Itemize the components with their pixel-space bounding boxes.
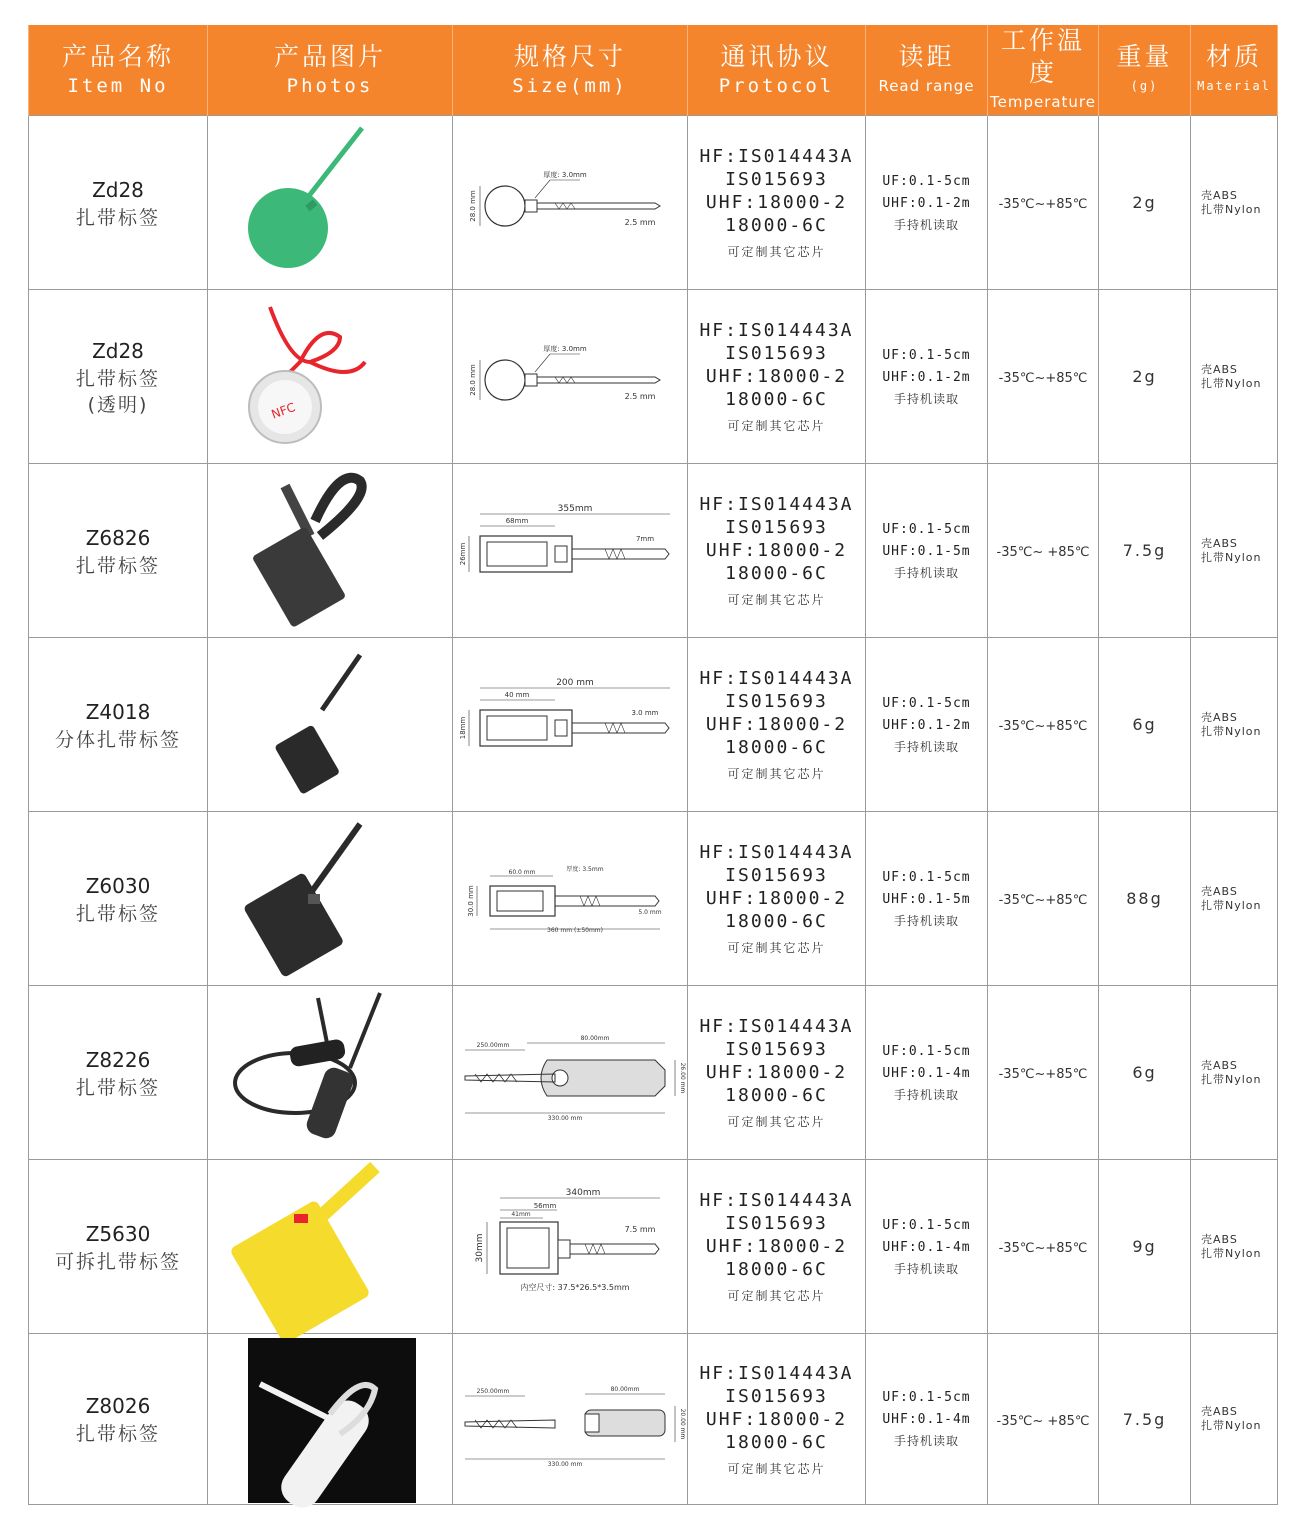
protocol-line: HF:IS014443A [699,1190,854,1211]
protocol-line: UHF:18000-2 [705,1408,848,1430]
range-note: 手持机读取 [893,913,959,928]
weight-cell [1099,1334,1191,1505]
header-protocol: 通讯协议 Protocol [688,25,866,116]
temp-value: -35℃~+85℃ [998,719,1088,734]
material-strap: 扎带Nylon [1201,202,1262,216]
photo-cell [208,986,453,1160]
dimension-label: 18mm [459,716,467,739]
weight-cell [1099,986,1191,1160]
black-small-split-tie-tag-photo [210,640,450,810]
protocol-cell [688,290,866,464]
range-cell [866,116,988,290]
dimension-label: 250.00mm [476,1041,510,1049]
material-strap: 扎带Nylon [1201,550,1262,564]
weight-cell [1099,116,1191,290]
material-cell [1191,290,1278,464]
item-code: Z8226 [85,1047,151,1072]
protocol-note: 可定制其它芯片 [727,1289,826,1303]
temp-value: -35℃~+85℃ [998,371,1088,386]
weight-cell [1099,812,1191,986]
material-strap: 扎带Nylon [1201,1246,1262,1260]
item-name-note: (透明) [87,393,149,416]
header-item: 产品名称 Item No [29,25,208,116]
item-code: Z5630 [85,1221,151,1246]
item-cell [29,1334,208,1505]
red-transparent-nfc-tie-tag-photo [210,292,450,462]
range-uhf: UHF:0.1-2m [882,195,971,211]
item-code: Zd28 [92,338,144,363]
size-drawing [455,988,685,1158]
temp-cell [988,464,1099,638]
range-cell [866,290,988,464]
protocol-line: 18000-6C [725,215,828,236]
size-drawing [455,640,685,810]
protocol-cell [688,812,866,986]
dimension-label: 厚度: 3.5mm [566,865,604,873]
dimension-label: 5.0 mm [638,908,662,916]
protocol-line: IS015693 [725,1385,828,1407]
size-drawing [455,1334,685,1504]
material-shell: 壳ABS [1201,188,1238,202]
item-cell [29,638,208,812]
photo-cell [208,116,453,290]
item-name: 分体扎带标签 [54,728,181,751]
protocol-line: IS015693 [725,343,828,364]
dimension-label: 20.00 mm [679,1408,686,1440]
protocol-cell [688,638,866,812]
dimension-label: 340mm [565,1187,601,1198]
protocol-note: 可定制其它芯片 [727,245,826,259]
dimension-label: 80.00mm [580,1034,610,1042]
material-cell [1191,1160,1278,1334]
dimension-label: 200 mm [556,677,594,688]
protocol-note: 可定制其它芯片 [727,1115,826,1129]
protocol-cell [688,986,866,1160]
temp-cell [988,116,1099,290]
item-code: Z6030 [85,873,151,898]
dimension-label: 26.00 mm [679,1062,686,1093]
protocol-note: 可定制其它芯片 [727,593,826,607]
range-uhf: UHF:0.1-4m [882,1412,971,1427]
protocol-line: HF:IS014443A [699,842,854,863]
range-note: 手持机读取 [893,739,959,754]
protocol-line: 18000-6C [725,1085,828,1106]
table-row [29,638,1278,812]
item-code: Zd28 [92,177,144,202]
protocol-line: 18000-6C [725,911,828,932]
protocol-line: IS015693 [725,1213,828,1234]
protocol-line: UHF:18000-2 [705,366,848,387]
protocol-line: 18000-6C [725,1431,828,1453]
protocol-line: IS015693 [725,517,828,538]
item-cell [29,116,208,290]
protocol-cell [688,1334,866,1505]
protocol-cell [688,464,866,638]
range-uhf: UHF:0.1-4m [882,1239,971,1255]
range-cell [866,638,988,812]
dimension-label: 30mm [475,1233,485,1262]
item-cell [29,290,208,464]
weight-value: 7.5g [1122,1409,1167,1429]
item-cell [29,1160,208,1334]
protocol-line: HF:IS014443A [699,668,854,689]
size-drawing [455,1162,685,1332]
protocol-note: 可定制其它芯片 [727,419,826,433]
temp-value: -35℃~+85℃ [998,893,1088,908]
range-note: 手持机读取 [893,1434,959,1448]
photo-cell [208,638,453,812]
size-drawing [455,118,685,288]
range-hf: UF:0.1-5cm [882,869,971,885]
material-shell: 壳ABS [1201,884,1238,898]
green-round-tie-tag-photo [210,118,450,288]
weight-value: 6g [1132,1063,1157,1082]
header-size: 规格尺寸 Size(mm) [453,25,688,116]
protocol-line: IS015693 [725,169,828,190]
header-row [29,25,1278,116]
temp-value: -35℃~ +85℃ [996,545,1090,560]
material-shell: 壳ABS [1201,1232,1238,1246]
temp-cell [988,1334,1099,1505]
material-strap: 扎带Nylon [1201,376,1262,390]
table-row [29,116,1278,290]
weight-cell [1099,464,1191,638]
dimension-label: 355mm [557,503,593,514]
range-uhf: UHF:0.1-5m [882,891,971,907]
photo-cell [208,812,453,986]
range-note: 手持机读取 [893,391,959,406]
size-cell [453,638,688,812]
size-cell [453,1334,688,1505]
dimension-label: 360 mm (±50mm) [547,926,603,934]
photo-cell [208,1160,453,1334]
black-paddle-tie-tag-pair-photo [210,988,450,1158]
item-code: Z4018 [85,699,151,724]
item-cell [29,464,208,638]
header-weight: 重量 (g) [1099,25,1191,116]
material-shell: 壳ABS [1201,536,1238,550]
photo-cell [208,464,453,638]
yellow-detachable-tie-tag-photo [210,1162,450,1332]
protocol-cell [688,1160,866,1334]
protocol-line: HF:IS014443A [699,494,854,515]
photo-cell [208,290,453,464]
protocol-line: UHF:18000-2 [705,540,848,561]
range-uhf: UHF:0.1-4m [882,1065,971,1081]
item-name: 扎带标签 [75,554,160,577]
range-note: 手持机读取 [893,565,959,580]
item-name: 扎带标签 [75,1076,160,1099]
protocol-line: IS015693 [725,691,828,712]
item-code: Z6826 [85,525,151,550]
size-cell [453,116,688,290]
dimension-label: 60.0 mm [508,868,536,876]
header-photo: 产品图片 Photos [208,25,453,116]
header-range: 读距 Read range [866,25,988,116]
table-row [29,1160,1278,1334]
dimension-label: 41mm [511,1210,531,1218]
material-strap: 扎带Nylon [1201,898,1262,912]
size-cell [453,812,688,986]
protocol-line: UHF:18000-2 [705,888,848,909]
material-shell: 壳ABS [1201,1405,1238,1418]
temp-cell [988,986,1099,1160]
material-strap: 扎带Nylon [1201,1072,1262,1086]
range-uhf: UHF:0.1-2m [882,369,971,385]
material-shell: 壳ABS [1201,362,1238,376]
size-drawing [455,814,685,984]
protocol-line: HF:IS014443A [699,1362,854,1384]
dimension-label: 30.0 mm [467,884,475,917]
protocol-note: 可定制其它芯片 [727,767,826,781]
material-shell: 壳ABS [1201,1058,1238,1072]
range-cell [866,1160,988,1334]
temp-cell [988,290,1099,464]
dimension-label: 2.5 mm [624,217,656,227]
weight-cell [1099,1160,1191,1334]
protocol-line: HF:IS014443A [699,1016,854,1037]
protocol-line: IS015693 [725,865,828,886]
protocol-line: UHF:18000-2 [705,1062,848,1083]
range-cell [866,986,988,1160]
protocol-line: UHF:18000-2 [705,192,848,213]
range-hf: UF:0.1-5cm [882,347,971,363]
dimension-label: 40 mm [504,690,530,699]
dimension-label: 7.5 mm [624,1224,656,1234]
range-hf: UF:0.1-5cm [882,1043,971,1059]
item-cell [29,986,208,1160]
range-cell [866,1334,988,1505]
weight-value: 6g [1132,715,1157,734]
range-hf: UF:0.1-5cm [882,695,971,711]
range-hf: UF:0.1-5cm [882,1217,971,1233]
dimension-label: 68mm [505,516,529,525]
photo-cell [208,1334,453,1505]
material-cell [1191,986,1278,1160]
material-cell [1191,464,1278,638]
svg-text:NFC: NFC [269,399,298,422]
range-cell [866,812,988,986]
material-shell: 壳ABS [1201,710,1238,724]
item-cell [29,812,208,986]
material-strap: 扎带Nylon [1201,1419,1262,1432]
temp-cell [988,1160,1099,1334]
temp-value: -35℃~+85℃ [998,1241,1088,1256]
protocol-line: 18000-6C [725,389,828,410]
range-note: 手持机读取 [893,1261,959,1276]
dimension-label: 内空尺寸: 37.5*26.5*3.5mm [520,1282,630,1292]
dimension-label: 26mm [459,542,467,565]
range-cell [866,464,988,638]
range-uhf: UHF:0.1-2m [882,717,971,733]
dimension-label: 28.0 mm [469,363,477,396]
size-drawing [455,292,685,462]
protocol-line: IS015693 [725,1039,828,1060]
item-name: 扎带标签 [75,902,160,925]
size-cell [453,290,688,464]
temp-value: -35℃~ +85℃ [996,1413,1090,1429]
material-cell [1191,1334,1278,1505]
size-cell [453,464,688,638]
header-material: 材质 Material [1191,25,1278,116]
table-row [29,986,1278,1160]
range-note: 手持机读取 [893,217,959,232]
material-cell [1191,638,1278,812]
protocol-line: UHF:18000-2 [705,714,848,735]
dimension-label: 330.00 mm [547,1461,583,1468]
material-cell [1191,116,1278,290]
white-tie-tag-on-black-photo [210,1334,450,1504]
table-row [29,290,1278,464]
temp-value: -35℃~+85℃ [998,1067,1088,1082]
weight-value: 9g [1132,1237,1157,1256]
size-drawing [455,466,685,636]
range-hf: UF:0.1-5cm [882,1390,971,1405]
table-row [29,1334,1278,1505]
protocol-note: 可定制其它芯片 [727,1461,826,1476]
item-name: 扎带标签 [75,1423,160,1445]
item-name: 可拆扎带标签 [54,1250,181,1273]
dimension-label: 2.5 mm [624,391,656,401]
table-row [29,464,1278,638]
weight-value: 2g [1132,193,1157,212]
protocol-line: HF:IS014443A [699,320,854,341]
weight-value: 2g [1132,367,1157,386]
protocol-line: HF:IS014443A [699,146,854,167]
spec-table [28,25,1278,1505]
dimension-label: 厚度: 3.0mm [543,344,587,353]
protocol-line: 18000-6C [725,1259,828,1280]
dimension-label: 厚度: 3.0mm [543,170,587,179]
product-spec-table [28,25,1277,1502]
range-hf: UF:0.1-5cm [882,173,971,189]
dimension-label: 7mm [635,534,655,543]
protocol-line: 18000-6C [725,563,828,584]
temp-cell [988,638,1099,812]
size-cell [453,1160,688,1334]
dimension-label: 330.00 mm [547,1114,583,1122]
item-name: 扎带标签 [75,367,160,390]
protocol-cell [688,116,866,290]
range-note: 手持机读取 [893,1087,959,1102]
dimension-label: 56mm [533,1201,557,1210]
black-rectangular-tie-tag-photo [210,466,450,636]
temp-value: -35℃~+85℃ [998,197,1088,212]
header-temp: 工作温度 Temperature [988,25,1099,116]
weight-cell [1099,638,1191,812]
dimension-label: 28.0 mm [469,189,477,222]
black-square-tie-tag-photo [210,814,450,984]
weight-value: 7.5g [1122,541,1167,560]
material-cell [1191,812,1278,986]
dimension-label: 250.00mm [476,1388,510,1395]
table-row [29,812,1278,986]
temp-cell [988,812,1099,986]
weight-cell [1099,290,1191,464]
item-code: Z8026 [85,1394,151,1418]
item-name: 扎带标签 [75,206,160,229]
size-cell [453,986,688,1160]
range-hf: UF:0.1-5cm [882,521,971,537]
dimension-label: 80.00mm [610,1386,640,1393]
protocol-note: 可定制其它芯片 [727,941,826,955]
range-uhf: UHF:0.1-5m [882,543,971,559]
material-strap: 扎带Nylon [1201,724,1262,738]
dimension-label: 3.0 mm [631,708,659,717]
weight-value: 88g [1126,889,1163,908]
protocol-line: 18000-6C [725,737,828,758]
protocol-line: UHF:18000-2 [705,1236,848,1257]
